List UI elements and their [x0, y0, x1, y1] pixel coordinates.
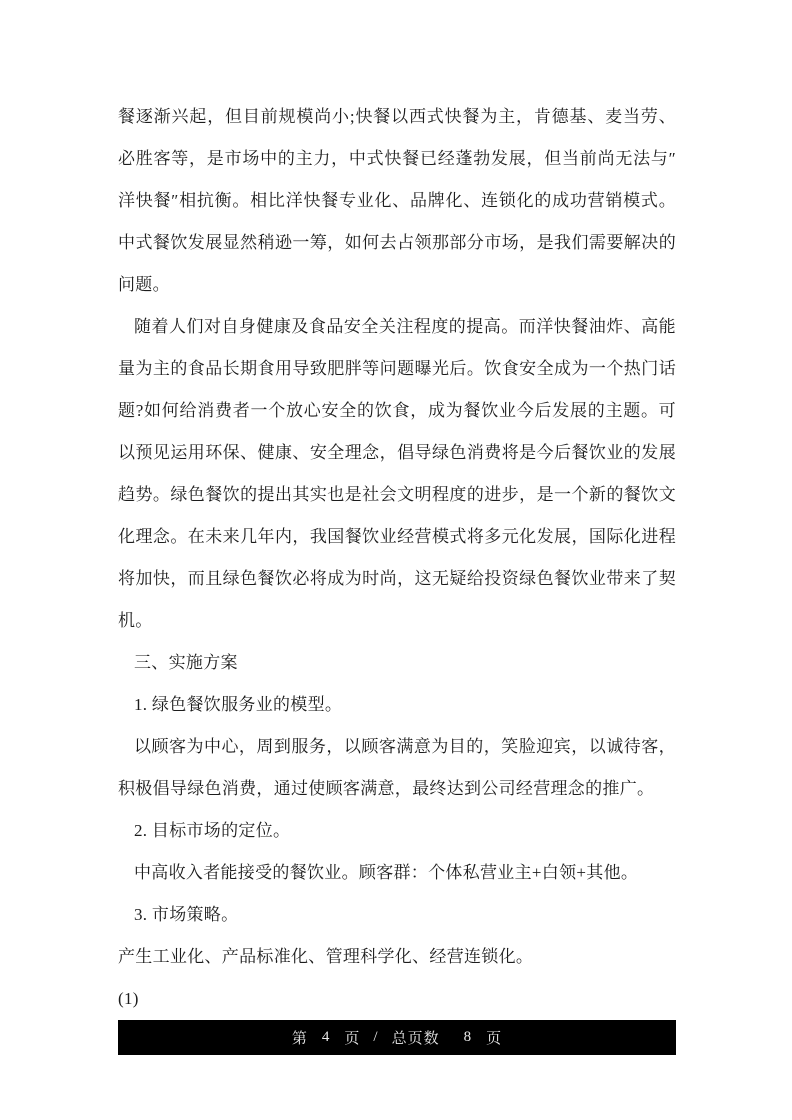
footer-total-unit: 页 [486, 1031, 503, 1047]
text-line: 问题。 [118, 275, 170, 294]
text-line: 1. 绿色餐饮服务业的模型。 [134, 695, 343, 714]
text-line: 三、实施方案 [134, 653, 238, 672]
footer-separator: / [373, 1029, 379, 1045]
text-line: 以顾客为中心，周到服务，以顾客满意为目的，笑脸迎宾，以诚待客， [134, 737, 676, 756]
text-line: 3. 市场策略。 [134, 905, 239, 924]
text-line: 题?如何给消费者一个放心安全的饮食，成为餐饮业今后发展的主题。可 [118, 401, 676, 420]
footer-page-prefix: 第 [291, 1031, 308, 1047]
text-line: 积极倡导绿色消费，通过使顾客满意，最终达到公司经营理念的推广。 [118, 779, 655, 798]
footer-page-unit: 页 [344, 1031, 361, 1047]
text-line: 以预见运用环保、健康、安全理念，倡导绿色消费将是今后餐饮业的发展 [118, 443, 676, 462]
text-line: 中式餐饮发展显然稍逊一筹，如何去占领那部分市场，是我们需要解决的 [118, 233, 676, 252]
text-line: 洋快餐″相抗衡。相比洋快餐专业化、品牌化、连锁化的成功营销模式。 [118, 191, 676, 210]
footer-total-label: 总页数 [391, 1031, 440, 1047]
text-lines [118, 96, 676, 1020]
text-line: (1) [118, 989, 139, 1008]
text-line: 必胜客等，是市场中的主力，中式快餐已经蓬勃发展，但当前尚无法与″ [118, 149, 676, 168]
text-line: 机。 [118, 611, 153, 630]
text-line: 餐逐渐兴起，但目前规模尚小;快餐以西式快餐为主，肯德基、麦当劳、 [118, 107, 676, 126]
text-line: 量为主的食品长期食用导致肥胖等问题曝光后。饮食安全成为一个热门话 [118, 359, 676, 378]
footer-page-number: 4 [321, 1029, 331, 1045]
page-footer-bar [118, 1020, 676, 1055]
text-line: 产生工业化、产品标准化、管理科学化、经营连锁化。 [118, 947, 534, 966]
text-line: 将加快，而且绿色餐饮必将成为时尚，这无疑给投资绿色餐饮业带来了契 [118, 569, 676, 588]
text-line: 趋势。绿色餐饮的提出其实也是社会文明程度的进步，是一个新的餐饮文 [118, 485, 676, 504]
text-line: 中高收入者能接受的餐饮业。顾客群：个体私营业主+白领+其他。 [134, 863, 639, 882]
footer-total-number: 8 [463, 1029, 473, 1045]
text-line: 化理念。在未来几年内，我国餐饮业经营模式将多元化发展，国际化进程 [118, 527, 676, 546]
text-line: 随着人们对自身健康及食品安全关注程度的提高。而洋快餐油炸、高能 [134, 317, 676, 336]
text-line: 2. 目标市场的定位。 [134, 821, 291, 840]
